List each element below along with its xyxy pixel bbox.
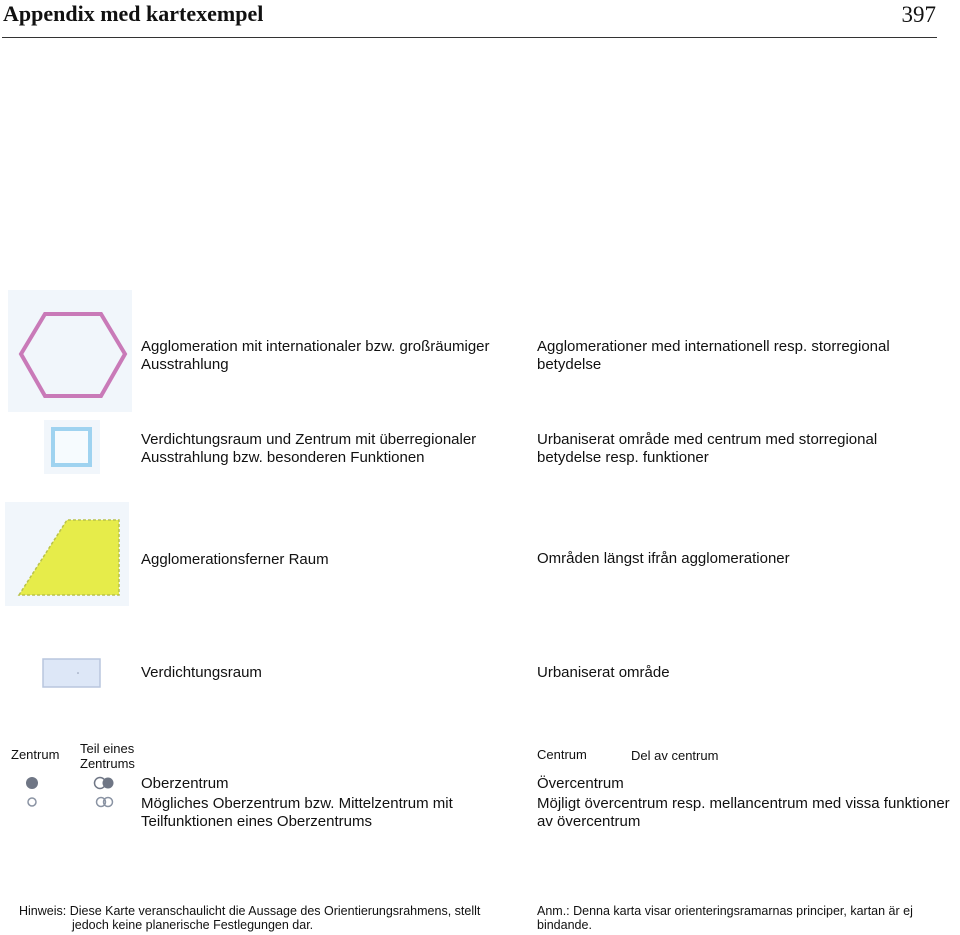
legend-item-sv: Urbaniserat område med centrum med storregional betydelse resp. funktioner bbox=[537, 431, 878, 466]
square-outline-icon bbox=[44, 420, 100, 474]
center-part-column-header-de: Teil eines Zentrums bbox=[80, 741, 135, 771]
center-row-de: Oberzentrum bbox=[141, 775, 229, 792]
filled-dot-icon bbox=[26, 777, 38, 789]
square-symbol bbox=[44, 420, 100, 474]
center-row-de: Mögliches Oberzentrum bzw. Mittelzentrum mit Teilfunktionen eines Oberzentrums bbox=[141, 795, 453, 830]
page-title: Appendix med kartexempel bbox=[3, 1, 264, 26]
center-part-column-header-sv: Del av centrum bbox=[631, 748, 719, 763]
yellow-area-symbol bbox=[5, 502, 129, 606]
hexagon-symbol bbox=[8, 290, 132, 412]
legend-item-de: Verdichtungsraum bbox=[141, 664, 262, 681]
note-de: Hinweis: Diese Karte veranschaulicht die Aussage des Orientierungsrahmens, stellt jedoch keine planerische Festlegungen dar. bbox=[19, 904, 481, 932]
center-part-symbols bbox=[89, 772, 129, 812]
legend-item-sv: Områden längst ifrån agglomerationer bbox=[537, 550, 790, 567]
page-number: 397 bbox=[901, 2, 936, 27]
hexagon-outline-icon bbox=[8, 290, 132, 412]
legend-item-de: Agglomeration mit internationaler bzw. großräumiger Ausstrahlung bbox=[141, 338, 490, 373]
center-symbols bbox=[18, 772, 58, 812]
legend-item-de: Agglomerationsferner Raum bbox=[141, 551, 329, 568]
legend-item-de: Verdichtungsraum und Zentrum mit überregionaler Ausstrahlung bzw. besonderen Funktionen bbox=[141, 431, 477, 466]
light-blue-rectangle-icon bbox=[40, 656, 104, 690]
center-column-header-de: Zentrum bbox=[11, 747, 60, 762]
legend-item-sv: Agglomerationer med internationell resp. storregional betydelse bbox=[537, 338, 890, 373]
header-divider bbox=[2, 37, 937, 38]
yellow-area-icon bbox=[5, 502, 129, 606]
open-dot-icon bbox=[28, 798, 36, 806]
center-row-sv: Möjligt övercentrum resp. mellancentrum med vissa funktioner av övercentrum bbox=[537, 795, 950, 830]
rectangle-symbol bbox=[40, 656, 104, 690]
center-column-header-sv: Centrum bbox=[537, 747, 587, 762]
legend-item-sv: Urbaniserat område bbox=[537, 664, 670, 681]
note-sv: Anm.: Denna karta visar orienteringsramarnas principer, kartan är ej bindande. bbox=[537, 904, 913, 932]
filled-double-dot-icon bbox=[95, 778, 114, 789]
open-double-dot-icon bbox=[97, 798, 113, 807]
center-row-sv: Övercentrum bbox=[537, 775, 624, 792]
